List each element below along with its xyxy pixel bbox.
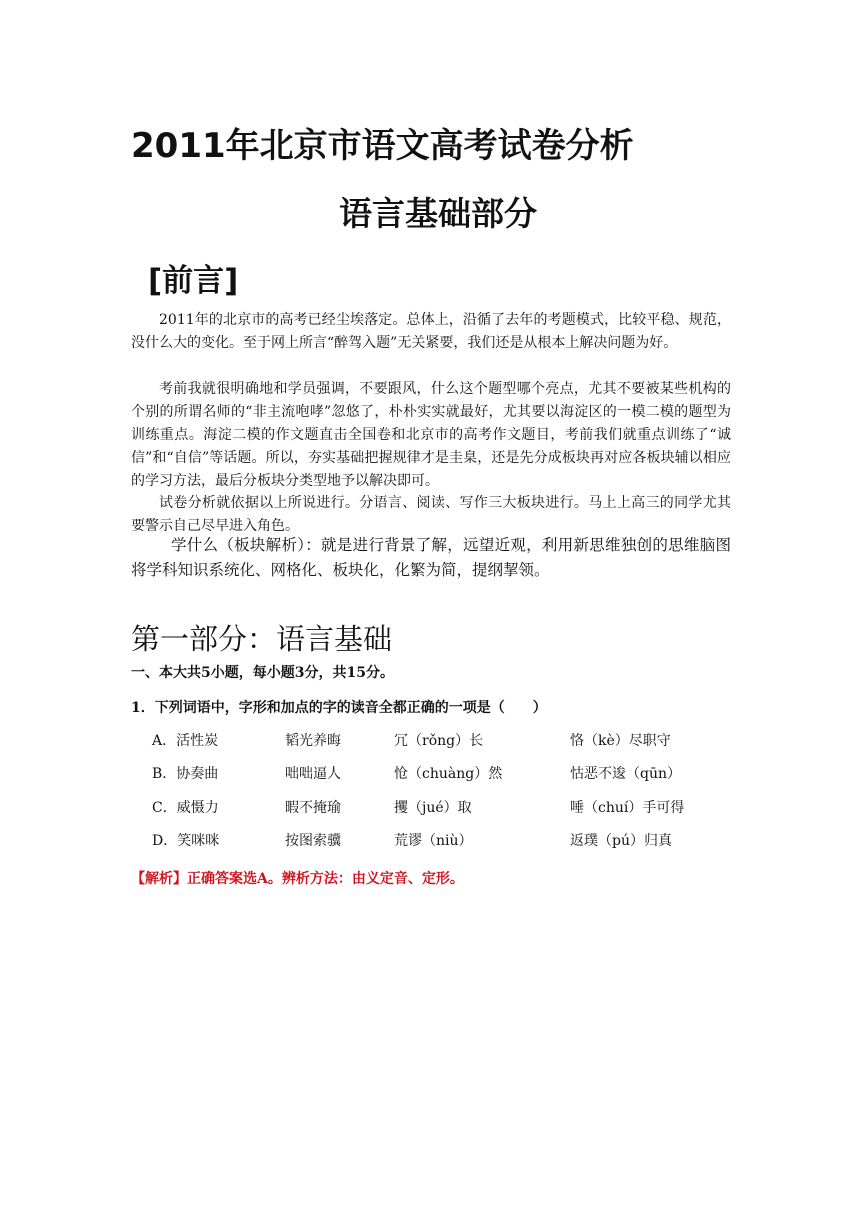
option-c-word-1: C．威慑力 [152,800,219,816]
option-a-word-2: 韬光养晦 [285,733,341,749]
option-d-word-1: D．笑咪咪 [152,833,220,849]
option-a-word-4: 恪（kè）尽职守 [570,733,671,749]
question-1: 1．下列词语中，字形和加点的字的读音全都正确的一项是（ ） [131,700,547,716]
section-note: 一、本大共5小题，每小题3分，共15分。 [131,665,394,681]
option-c-word-2: 暇不掩瑜 [285,800,341,816]
option-b-word-4: 怙恶不逡（qūn） [570,766,681,782]
option-d-word-2: 按图索骥 [285,833,341,849]
option-d-word-4: 返璞（pú）归真 [570,833,672,849]
part-heading: 第一部分：语言基础 [131,622,393,656]
option-a-word-1: A．活性炭 [152,733,219,749]
option-a-word-3: 冗（rǒng）长 [394,733,484,749]
option-b-word-2: 咄咄逼人 [285,766,341,782]
option-row-b [152,763,752,785]
option-row-a [152,730,752,752]
option-c-word-4: 唾（chuí）手可得 [570,800,685,816]
option-c-word-3: 攫（jué）取 [394,800,472,816]
option-row-d [152,830,752,852]
preface-heading: [前言] [148,263,239,299]
option-d-word-3: 荒谬（niù） [394,833,473,849]
paragraph-1: 2011年的北京市的高考已经尘埃落定。总体上，沿循了去年的考题模式，比较平稳、规范，没什么大的变化。至于网上所言“醉驾入题”无关紧要，我们还是从根本上解决问题为好。 [131,312,731,351]
paragraph-4: 学什么（板块解析）：就是进行背景了解，远望近观，利用新思维独创的思维脑图将学科知识系统化、网格化、板块化，化繁为简，提纲挈领。 [131,536,731,579]
paragraph-2: 考前我就很明确地和学员强调，不要跟风，什么这个题型哪个亮点，尤其不要被某些机构的个别的所谓名师的“非主流咆哮”忽悠了，朴朴实实就最好，尤其要以海淀区的一模二模的题型为训练重点。海淀二模的作文题直击全国卷和北京市的高考作文题目，考前我们就重点训练了“诚信”和“自信”等话题。所以，夯实基础把握规律才是圭臬，还是先分成板块再对应各板块辅以相应的学习方法，最后分板块分类型地予以解决即可。 [131,381,731,489]
option-b-word-1: B．协奏曲 [152,766,219,782]
answer-analysis: 【解析】正确答案选A。辨析方法：由义定音、定形。 [131,871,464,887]
option-row-c [152,797,752,819]
document-subtitle: 语言基础部分 [339,194,537,233]
document-title: 2011年北京市语文高考试卷分析 [131,126,634,166]
paragraph-3: 试卷分析就依据以上所说进行。分语言、阅读、写作三大板块进行。马上上高三的同学尤其要警示自己尽早进入角色。 [131,495,731,534]
option-b-word-3: 怆（chuàng）然 [394,766,503,782]
